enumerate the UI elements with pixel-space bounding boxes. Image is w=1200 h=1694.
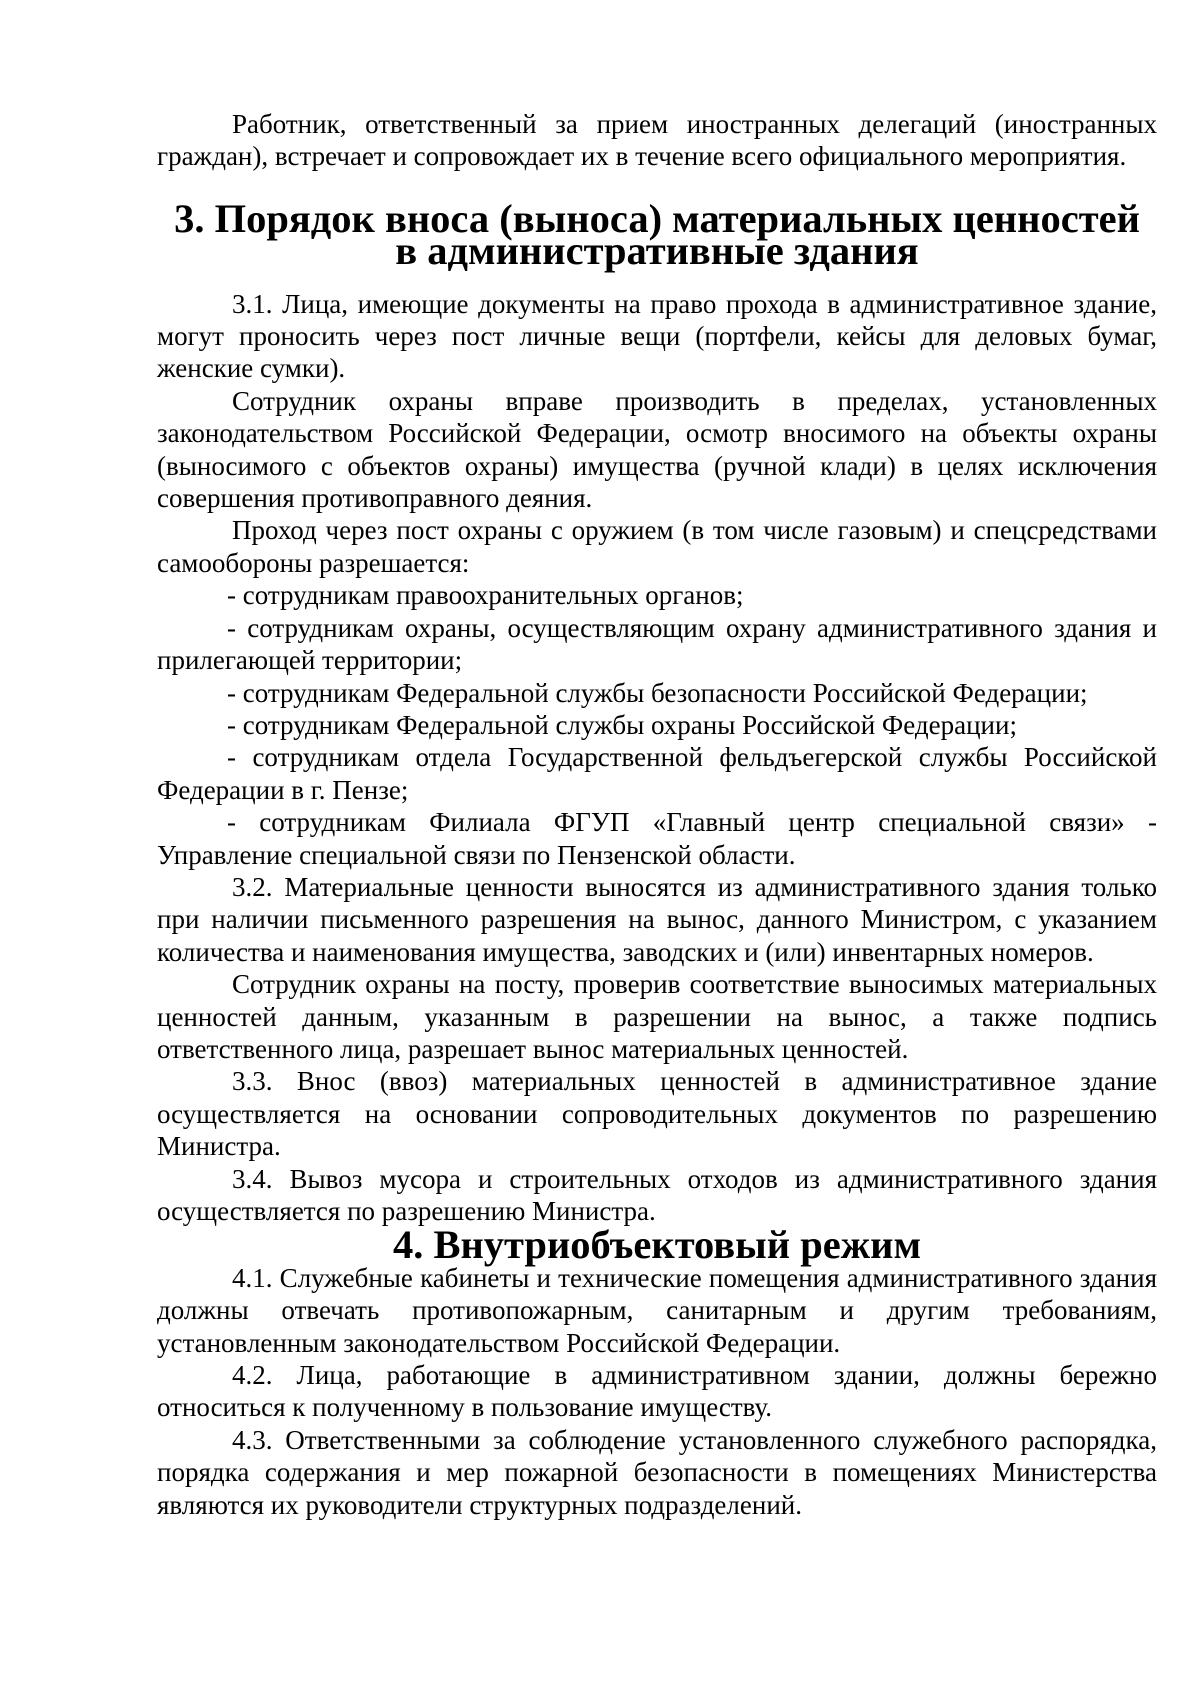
list-item: - сотрудникам охраны, осуществляющим охрану административного здания и прилегающей территории; xyxy=(157,612,1157,676)
paragraph-inspection: Сотрудник охраны вправе производить в пределах, установленных законодательством Российской Федерации, осмотр вносимого на объекты охраны (выносимого с объектов охраны) имущества (ручной клади) в целях исключения совершения противоправного деяния. xyxy=(157,385,1157,514)
paragraph-guard-check: Сотрудник охраны на посту, проверив соответствие выносимых материальных ценностей данным, указанным в разрешении на вынос, а также подпись ответственного лица, разрешает вынос материальных ценностей. xyxy=(157,969,1157,1064)
paragraph-3-2: 3.2. Материальные ценности выносятся из административного здания только при наличии письменного разрешения на вынос, данного Министром, с указанием количества и наименования имущества, заводских и (или) инвентарных номеров. xyxy=(157,871,1157,967)
intro-paragraph: Работник, ответственный за прием иностранных делегаций (иностранных граждан), встречает и сопровождает их в течение всего официального мероприятия. xyxy=(157,109,1157,172)
list-item: - сотрудникам Федеральной службы охраны Российской Федерации; xyxy=(227,709,1017,740)
list-item: - сотрудникам Федеральной службы безопасности Российской Федерации; xyxy=(227,677,1088,708)
section-3-heading-line-2: в административные здания xyxy=(395,228,919,274)
list-item: - сотрудникам отдела Государственной фельдъегерской службы Российской Федерации в г. Пензе; xyxy=(157,742,1157,805)
paragraph-3-4: 3.4. Вывоз мусора и строительных отходов из административного здания осуществляется по разрешению Министра. xyxy=(157,1163,1157,1226)
document-page xyxy=(157,108,1157,1521)
list-item: - сотрудникам Филиала ФГУП «Главный центр специальной связи» - Управление специальной связи по Пензенской области. xyxy=(157,807,1157,870)
paragraph-4-1: 4.1. Служебные кабинеты и технические помещения административного здания должны отвечать противопожарным, санитарным и другим требованиям, установленным законодательством Российской Федерации. xyxy=(157,1262,1157,1358)
paragraph-3-1: 3.1. Лица, имеющие документы на право прохода в административное здание, могут проносить через пост личные вещи (портфели, кейсы для деловых бумаг, женские сумки). xyxy=(157,288,1157,384)
paragraph-4-3: 4.3. Ответственными за соблюдение установленного служебного распорядка, порядка содержания и мер пожарной безопасности в помещениях Министерства являются их руководители структурных подразделений. xyxy=(157,1424,1157,1520)
paragraph-3-3: 3.3. Внос (ввоз) материальных ценностей в административное здание осуществляется на основании сопроводительных документов по разрешению Министра. xyxy=(157,1066,1157,1162)
paragraph-weapons-pass: Проход через пост охраны с оружием (в том числе газовым) и спецсредствами самообороны разрешается: xyxy=(157,515,1157,578)
section-3-heading xyxy=(157,195,1157,274)
section-4-heading: 4. Внутриобъектовый режим xyxy=(392,1222,922,1268)
section-3-heading-line-1: 3. Порядок вноса (выноса) материальных ценностей xyxy=(174,195,1140,241)
list-item: - сотрудникам правоохранительных органов; xyxy=(227,580,744,611)
paragraph-4-2: 4.2. Лица, работающие в административном здании, должны бережно относиться к полученному в пользование имуществу. xyxy=(157,1360,1157,1423)
